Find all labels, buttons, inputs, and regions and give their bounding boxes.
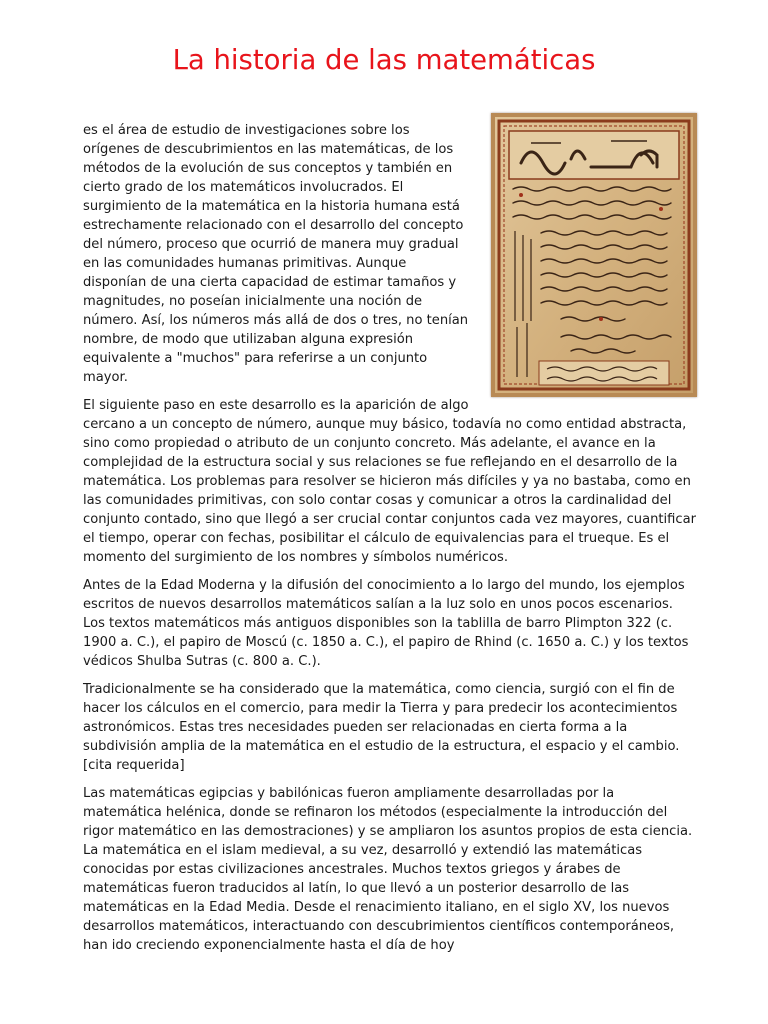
paragraph-5: Las matemáticas egipcias y babilónicas fueron ampliamente desarrolladas por la matemática helénica, donde se refinaron los métodos (especialmente la introducción del rigor matemático en las demostraciones) y se ampliaron los asuntos propios de esta ciencia. La matemática en el islam medieval, a su vez, desarrolló y extendió las matemáticas conocidas por estas civilizaciones ancestrales. Muchos textos griegos y árabes de matemáticas fueron traducidos al latín, lo que llevó a un posterior desarrollo de las matemáticas en la Edad Media. Desde el renacimiento italiano, en el siglo XV, los nuevos desarrollos matemáticos, interactuando con descubrimientos científicos contemporáneos, han ido creciendo exponencialmente hasta el día de hoy — [83, 786, 693, 953]
manuscript-image — [491, 113, 697, 397]
arabic-manuscript-image — [491, 113, 697, 397]
page-title: La historia de las matemáticas — [172, 44, 596, 76]
paragraph-4: Tradicionalmente se ha considerado que la matemática, como ciencia, surgió con el fin de hacer los cálculos en el comercio, para medir la Tierra y para predecir los acontecimientos astronómicos. Estas tres necesidades pueden ser relacionadas en cierta forma a la subdivisión amplia de la matemática en el estudio de la estructura, el espacio y el cambio. [cita requerida] — [83, 682, 680, 773]
document-body — [83, 121, 697, 964]
paragraph-3: Antes de la Edad Moderna y la difusión del conocimiento a lo largo del mundo, los ejemplos escritos de nuevos desarrollos matemáticos salían a la luz solo en unos pocos escenarios. Los textos matemáticos más antiguos disponibles son la tablilla de barro Plimpton 322 (c. 1900 a. C.), el papiro de Moscú (c. 1850 a. C.), el papiro de Rhind (c. 1650 a. C.) y los textos védicos Shulba Sutras (c. 800 a. C.). — [83, 578, 689, 669]
paragraph-1: es el área de estudio de investigaciones sobre los orígenes de descubrimientos en las matemáticas, de los métodos de la evolución de sus conceptos y también en cierto grado de los matemáticos involucrados. El surgimiento de la matemática en la historia humana está estrechamente relacionado con el desarrollo del concepto del número, proceso que ocurrió de manera muy gradual en las comunidades humanas primitivas. Aunque disponían de una cierta capacidad de estimar tamaños y magnitudes, no poseían inicialmente una noción de número. Así, los números más allá de dos o tres, no tenían nombre, de modo que utilizaban alguna expresión equivalente a "muchos" para referirse a un conjunto mayor. — [83, 123, 469, 385]
paragraph-2: El siguiente paso en este desarrollo es la aparición de algo cercano a un concepto de número, aunque muy básico, todavía no como entidad abstracta, sino como propiedad o atributo de un conjunto concreto. Más adelante, el avance en la complejidad de la estructura social y sus relaciones se fue reflejando en el desarrollo de la matemática. Los problemas para resolver se hicieron más difíciles y ya no bastaba, como en las comunidades primitivas, con solo contar cosas y comunicar a otros la cardinalidad del conjunto contado, sino que llegó a ser crucial contar conjuntos cada vez mayores, cuantificar el tiempo, operar con fechas, posibilitar el cálculo de equivalencias para el trueque. Es el momento del surgimiento de los nombres y símbolos numéricos. — [83, 398, 697, 565]
